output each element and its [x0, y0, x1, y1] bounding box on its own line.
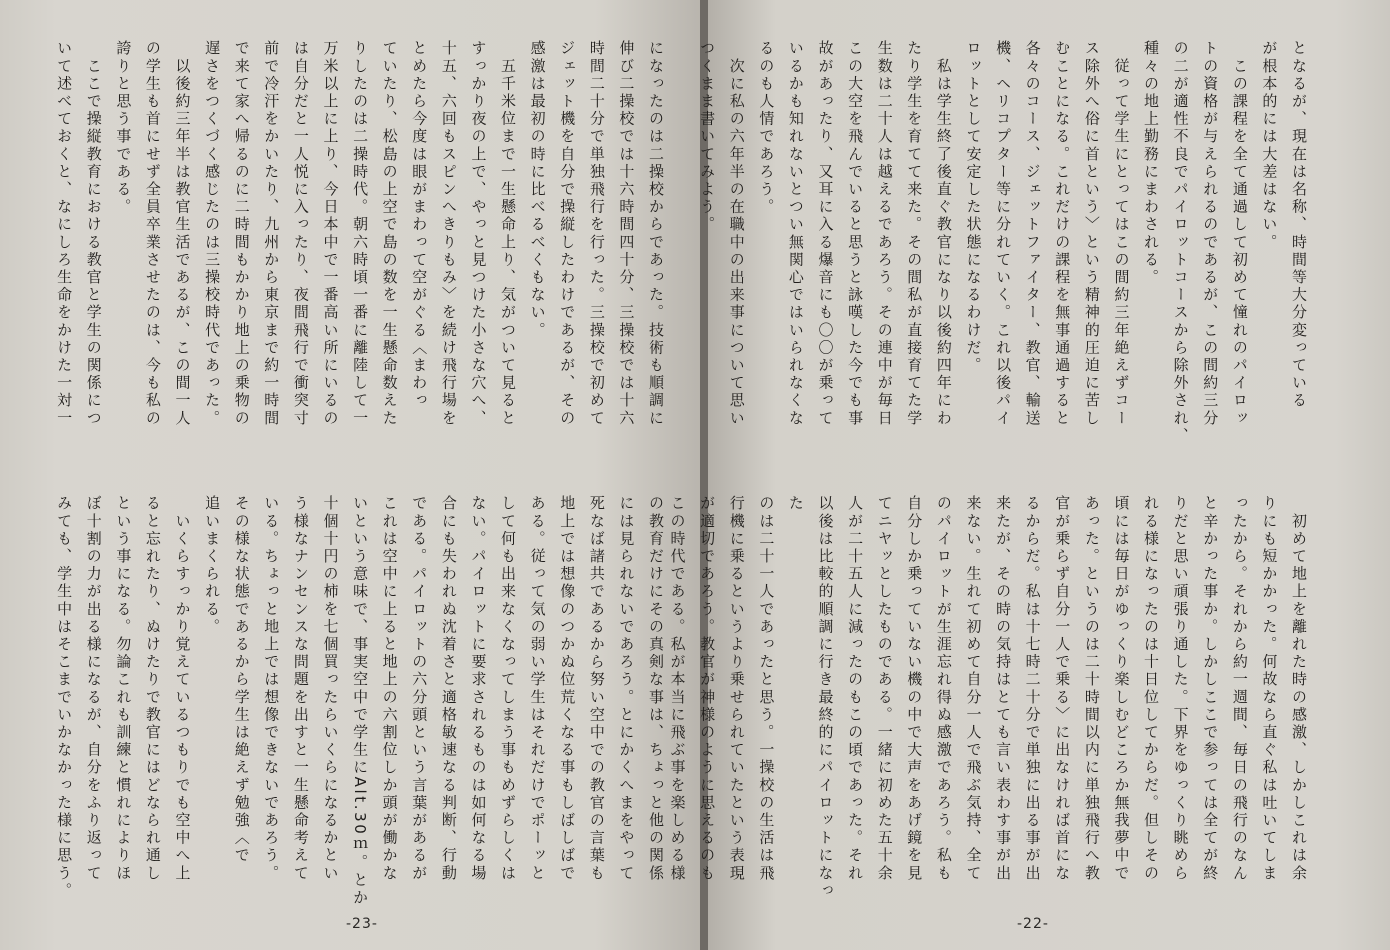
right-page-top-text: となるが、現在は名称、時間等大分変っている が根本的には大差はない。 この課程を全て通過して初めて憧れのパイロッ トの資格が与えられるのであるが、この間約三分 の二が適性不良でパイロットコースから除外され、 種々の地上勤務にまわされる。 従って学生にとってはこの間約三年絶えずコー ス除外へ俗に首という〉という精神的圧迫に苦し むことになる。これだけの課程を無事通過すると 各々のコース、ジェットファイター、教官、輸送 機、ヘリコプター等に分れていく。これ以後パイ ロットとして安定した状態になるわけだ。 私は学生終了後直ぐ教官になり以後約四年にわ たり学生を育てて来た。その間私が直接育てた学 生数は二十人は越えるであろう。その連中が毎日 この大空を飛んでいると思うと詠嘆した今でも事 故があったり、又耳に入る爆音にも〇〇が乗って いるかも知れないとつい無関心ではいられなくな るのも人情であろう。 次に私の六年半の在職中の出来事について思い つくまま書いてみよう。	[698, 40, 1308, 445]
left-page-top-text: になったのは二操校からであった。技術も順調に 伸び二操校では十六時間四十分、三操校では十六 時間二十分で単独飛行を行った。三操校で初めて ジェット機を自分で操縦したわけであるが、その 感激は最初の時に比べるべくもない。 五千米位まで一生懸命上り、気がついて見ると すっかり夜の上で、やっと見つけた小さな穴へ、 十五、六回もスピンへきりもみ〉を続け飛行場を とめたら今度は眼がまわって空がぐる〈まわっ ていたり、松島の上空で島の数を一生懸命数えた りしたのは二操時代。朝六時頃一番に離陸して一 万米以上に上り、今日本中で一番高い所にいるの は自分だと一人悦に入ったり、夜間飛行で衝突寸 前で冷汗をかいたり、九州から東京まで約一時間 で来て家へ帰るのに二時間もかかり地上の乗物の 遅さをつくづく感じたのは三操校時代であった。 以後約三年半は教官生活であるが、この間一人 の学生も首にせず全員卒業させたのは、今も私の 誇りと思う事である。 ここで操縦教育における教官と学生の関係につ いて述べておくと、なにしろ生命をかけた一対一	[55, 40, 665, 428]
left-page-number: -23-	[346, 916, 378, 932]
left-page-bottom-text: の教育だけにその真剣な事は、ちょっと他の関係 には見られないであろう。とにかくへまをやって 死なば諸共であるから努い空中での教官の言葉も 地上では想像のつかぬ位荒くなる事もしばしばで ある。従って気の弱い学生はそれだけでポーッと して何も出来なくなってしまう事もめずらしくは ない。パイロットに要求されるものは如何なる場 合にも失われぬ沈着さと適格敏速なる判断、行動 である。パイロットの六分頭という言葉があるが これは空中に上ると地上の六割位しか頭が働かな いという意味で、事実空中で学生にAlt.30ｍ。とか 十個十円の柿を七個買ったらいくらになるかとい う様なナンセンスな問題を出すと一生懸命考えて いる。ちょっと地上では想像できないであろう。 その様な状態であるから学生は絶えず勉強〈で 追いまくられる。 いくらすっかり覚えているつもりでも空中へ上 ると忘れたり、ぬけたりで教官にはどなられ通し という事になる。勿論これも訓練と慣れによりほ ぼ十割の力が出る様になるが、自分をふり返って みても、学生中はそこまでいかなかった様に思う。	[55, 495, 665, 907]
right-page-bottom-text: 初めて地上を離れた時の感激、しかしこれは余 りにも短かかった。何故なら直ぐ私は吐いてしま ったから。それから約一週間、毎日の飛行のなん と辛かった事か。しかしここで参っては全てが終 りだと思い頑張り通した。下界をゆっくり眺めら れる様になったのは十日位してからだ。但しその 頃には毎日がゆっくり楽しむどころか無我夢中で あった。というのは二十時間以内に単独飛行へ教 官が乗らず自分一人で乗る〉に出なければ首にな るからだ。私は十七時二十分で単独に出る事が出 来たが、その時の気持はとても言い表わす事が出 来ない。生れて初めて自分一人で飛ぶ気持、全て のパイロットが生涯忘れ得ぬ感激であろう。私も 自分しか乗っていない機の中で大声をあげ鏡を見 てニヤッとしたものである。一緒に初めた五十余 人が二十五人に減ったのもこの頃であった。それ 以後は比較的順調に行き最終的にパイロットになった のは二十一人であったと思う。一操校の生活は飛 行機に乗るというより乗せられていたという表現 が適切であろう。教官が神様のように思えるのも この時代である。私が本当に飛ぶ事を楽しめる様	[668, 495, 1308, 900]
right-page-number: -22-	[1017, 916, 1049, 932]
